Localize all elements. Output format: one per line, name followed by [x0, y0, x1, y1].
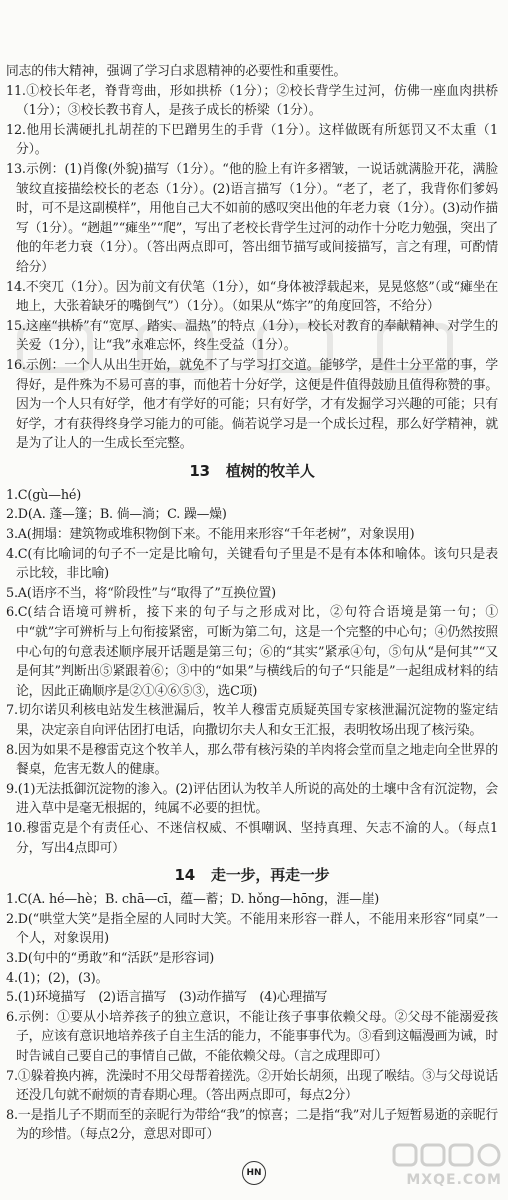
s13-answer-7: 7.切尔诺贝利核电站发生核泄漏后，牧羊人穆雷克质疑英国专家核泄漏沉淀物的鉴定结果，决定亲自向评估团打电话，向撒切尔夫人和女王汇报，表明牧场出现了核污染。 — [6, 703, 498, 738]
hn-badge: HN — [242, 1161, 266, 1185]
watermark-site: MXQE.COM — [406, 1172, 502, 1188]
answer-15: 15.这座“拱桥”有“宽厚、踏实、温热”的特点（1分），校长对教育的奉献精神、对学生的关爱（1分），让“我”永难忘怀，终生受益（1分）。 — [6, 318, 498, 354]
answer-12: 12.他用长满硬扎扎胡茬的下巴蹭男生的手背（1分）。这样做既有所惩罚又不太重（1分）。 — [6, 122, 498, 158]
s14-answer-8: 8.一是指儿子不期而至的亲昵行为带给“我”的惊喜；二是指“我”对儿子短暂易逝的亲昵行为的珍惜。（每点2分，意思对即可） — [6, 1107, 498, 1143]
section-number: 13 — [189, 461, 210, 480]
answer-text — [6, 62, 498, 1145]
s14-answer-1: 1.C(A. hé—hè；B. chā—cī，蕴—蓄；D. hǒng—hōng，涯—崖) — [6, 892, 380, 908]
corner-watermark — [352, 1142, 502, 1192]
section-number: 14 — [174, 866, 196, 885]
s13-answer-5: 5.A(语序不当，将“阶段性”与“取得了”互换位置) — [6, 585, 276, 601]
answer-16: 16.示例：一个人从出生开始，就免不了与学习打交道。能够学，是件十分平常的事，学得好，是件殊为不易可喜的事，而他若十分好学，这便是件值得鼓励且值得称赞的事。因为一个人只有好学，他才有学好的可能；只有好学，才有发掘学习兴趣的可能；只有好学，才有获得终身学习能力的可能。倘若说学习是一个成长过程，那么好学精神，就是为了让人的一生成长至完整。 — [6, 357, 498, 452]
s13-answer-10: 10.穆雷克是个有责任心、不迷信权威、不惧嘲讽、坚持真理、矢志不渝的人。（每点1分，写出4点即可） — [6, 820, 498, 856]
s13-answer-9: 9.(1)无法抵御沉淀物的渗入。(2)评估团认为牧羊人所说的高处的土壤中含有沉淀物，会进入草中是毫无根据的，纯属不必要的担忧。 — [6, 781, 498, 817]
s13-answer-2: 2.D(A. 蓬—篷；B. 倘—淌；C. 躁—燥) — [6, 507, 227, 523]
s14-answer-3: 3.D(句中的“勇敢”和“活跃”是形容词) — [6, 950, 214, 966]
s14-answer-4: 4.(1)；(2)，(3)。 — [6, 970, 109, 986]
answer-13: 13.示例：(1)肖像(外貌)描写（1分）。“他的脸上有许多褶皱，一说话就满脸开花，满脸皱纹直接描绘校长的老态（1分）。(2)语言描写（1分）。“老了，老了，我背你们爹妈时，可不是这副模样”，用他自己大不如前的感叹突出他的年老力衰（1分）。(3)动作描写（1分）。“趔趄”“瘫坐”“爬”，写出了老校长背学生过河的动作十分吃力勉强，突出了他的年老力衰（1分）。（答出两点即可，答出细节描写或间接描写，言之有理，可酌情给分） — [6, 161, 498, 275]
section-14-heading — [6, 862, 498, 888]
section-title: 植树的牧羊人 — [225, 461, 315, 480]
s14-answer-2: 2.D(“哄堂大笑”是指全屋的人同时大笑。不能用来形容一群人，不能用来形容“同桌”一个人，对象误用) — [6, 911, 498, 947]
section-13-heading — [6, 458, 498, 484]
s13-answer-1: 1.C(gù—hé) — [6, 487, 82, 503]
s14-answer-6: 6.示例：①要从小培养孩子的独立意识，不能让孩子事事依赖父母。②父母不能溺爱孩子，应该有意识地培养孩子自主生活的能力，不能事事代为。③看到这幅漫画为诫，时时告诫自己要自己的事情自己做，不能依赖父母。（言之成理即可） — [6, 1009, 498, 1064]
s13-answer-4: 4.C(有比喻词的句子不一定是比喻句，关键看句子里是不是有本体和喻体。该句只是表示比较，非比喻) — [6, 546, 498, 582]
s13-answer-8: 8.因为如果不是穆雷克这个牧羊人，那么带有核污染的羊肉将会堂而皇之地走向全世界的餐桌，危害无数人的健康。 — [6, 742, 498, 778]
watermark-logo-icon — [392, 1142, 502, 1168]
s13-answer-3: 3.A(拥塌：建筑物或堆积物倒下来。不能用来形容“千年老树”，对象误用) — [6, 527, 415, 543]
s14-answer-7: 7.①躲着换内裤，洗澡时不用父母帮着搓洗。②开始长胡须，出现了喉结。③与父母说话还没几句就不耐烦的青春期心理。（答出两点即可，每点2分） — [6, 1068, 498, 1104]
section-title: 走一步，再走一步 — [211, 866, 330, 885]
answer-line: 同志的伟大精神，强调了学习白求恩精神的必要性和重要性。 — [6, 64, 347, 79]
s14-answer-5: 5.(1)环境描写 (2)语言描写 (3)动作描写 (4)心理描写 — [6, 990, 328, 1006]
s13-answer-6: 6.C(结合语境可辨析，接下来的句子与之形成对比，②句符合语境是第一句；①中“就”字可辨析与上句衔接紧密，可断为第二句，这是一个完整的中心句；④仍然按照中心句的句意表述顺序展开话题是第三句；⑥的“其实”紧承④句，⑤句从“是何其”“又是何其”判断出⑤紧跟着⑥；③中的“如果”与横线后的句子“只能是”一起组成材料的结论，因此正确顺序是②①④⑥⑤③，选C项) — [6, 605, 498, 699]
answer-14: 14.不突兀（1分）。因为前文有伏笔（1分），如“身体被浮载起来，晃晃悠悠”（或“瘫坐在地上，大张着缺牙的嘴倒气”）（1分）。（如果从“炼字”的角度回答，不给分） — [6, 279, 498, 315]
answer-11: 11.①校长年老，脊背弯曲，形如拱桥（1分）；②校长背学生过河，仿佛一座血肉拱桥（1分）；③校长教书育人，是孩子成长的桥梁（1分）。 — [6, 83, 498, 119]
